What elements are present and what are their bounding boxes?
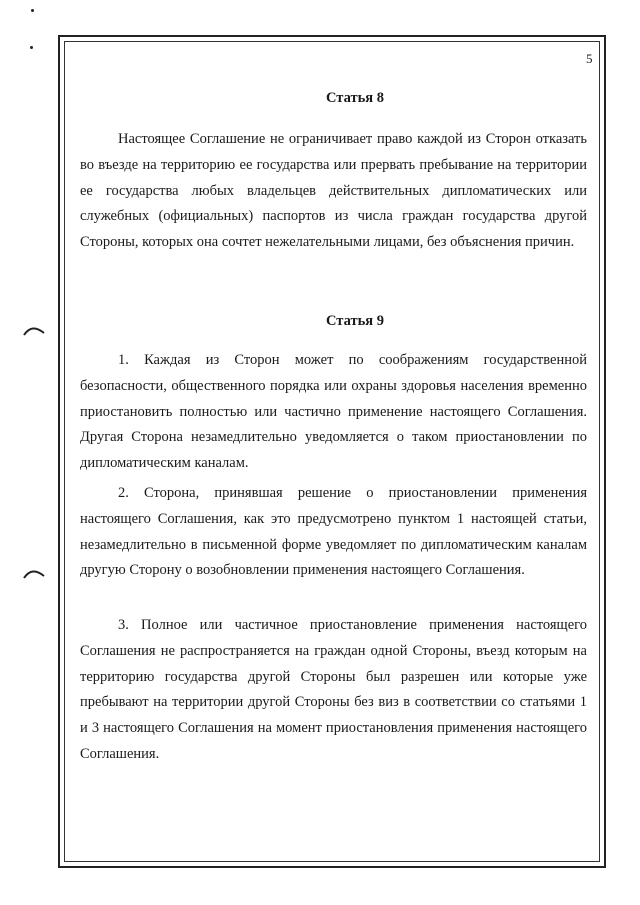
article-9-heading: Статья 9 — [326, 313, 384, 329]
article-9-paragraph-2: 2. Сторона, принявшая решение о приостановлении применения настоящего Соглашения, как это предусмотрено пунктом 1 настоящей статьи, незамедлительно в письменной форме уведомляет по дипломатическим каналам другую Сторону о возобновлении применения настоящего Соглашения. — [80, 485, 587, 579]
article-8-paragraph: Настоящее Соглашение не ограничивает право каждой из Сторон отказать во въезде на территорию ее государства или прервать пребывание на территории ее государства любых владельцев действительных дипломатических или служебных (официальных) паспортов из числа граждан государства другой Стороны, которых она сочтет нежелательными лицами, без объяснения причин. — [80, 131, 587, 251]
hole-punch-mark-lower — [22, 566, 46, 580]
page-number: 5 — [586, 51, 593, 66]
article-8-heading: Статья 8 — [326, 90, 384, 106]
article-9-paragraph-1: 1. Каждая из Сторон может по соображениям государственной безопасности, общественного порядка или охраны здоровья населения временно приостановить полностью или частично применение настоящего Соглашения. Другая Сторона незамедлительно уведомляется о таком приостановлении по дипломатическим каналам. — [80, 352, 587, 472]
article-9-paragraph-3: 3. Полное или частичное приостановление применения настоящего Соглашения не распространяется на граждан одной Стороны, въезд которым на территорию государства другой Стороны был разрешен или которые уже пребывают на территории другой Стороны без виз в соответствии со статьями 1 и 3 настоящего Соглашения на момент приостановления применения настоящего Соглашения. — [80, 617, 587, 762]
scan-dot-top — [31, 9, 34, 12]
scan-dot-upper — [30, 46, 33, 49]
